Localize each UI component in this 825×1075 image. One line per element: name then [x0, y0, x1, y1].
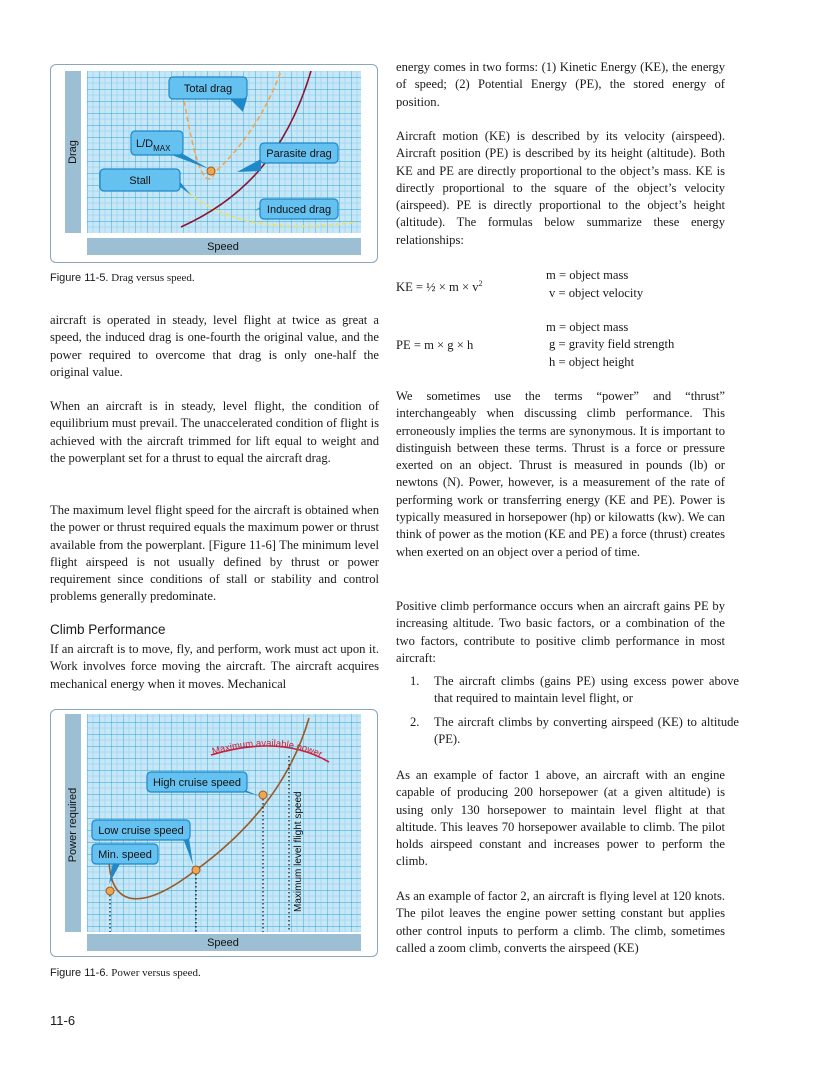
list-number: 1. [410, 674, 420, 688]
right-paragraph-6: As an example of factor 2, an aircraft is flying level at 120 knots. The pilot leaves the engine power setting constant but applies other control inputs to perform a climb. The climb, sometimes called a zoom climb, converts the airspeed (KE) [396, 889, 725, 955]
left-paragraph-1: aircraft is operated in steady, level flight at twice as great a speed, the induced drag is one-fourth the original value, and the power required to overcome that drag is only one-half the original value. [50, 313, 379, 379]
high-cruise-point [259, 791, 267, 799]
page-number: 11-6 [50, 1013, 76, 1028]
x-axis-label: Speed [207, 937, 239, 949]
label-min-speed: Min. speed [98, 849, 152, 861]
caption-text: Power versus speed. [111, 967, 201, 979]
low-cruise-point [192, 866, 200, 874]
left-paragraph-4: If an aircraft is to move, fly, and perform, work must act upon it. Work involves force moving the aircraft. The aircraft acquires mechanical energy when it moves. Mechanical [50, 642, 379, 691]
label-max-level-flight-speed: Maximum level flight speed [293, 791, 304, 912]
figure-caption-11-5 [50, 272, 195, 284]
label-stall: Stall [129, 175, 151, 187]
right-paragraph-5: As an example of factor 1 above, an aircraft with an engine capable of producing 200 horsepower (at a given altitude) is using only 130 horsepower to maintain level flight at that altitude. This leaves 70 horsepower available to climb. The pilot holds airspeed constant and increases power to perform the climb. [396, 768, 725, 869]
right-paragraph-3: We sometimes use the terms “power” and “thrust” interchangeably when discussing climb performance. This erroneously implies the terms are synonymous. It is important to distinguish between these terms. Thrust is a force or pressure exerted on an object. Thrust is measured in pounds (lb) or newtons (N). Power, however, is a measurement of the rate of performing work or transferring energy (KE and PE). Power is typically measured in horsepower (hp) or kilowatts (kw). We can think of power as the motion (KE and PE) a force (thrust) creates when exerted on an object over a period of time. [396, 389, 725, 559]
y-axis-label: Drag [67, 140, 79, 164]
right-paragraph-1: energy comes in two forms: (1) Kinetic Energy (KE), the energy of speed; (2) Potential Energy (PE), the stored energy of position. [396, 60, 725, 109]
ke-formula [396, 275, 483, 296]
right-paragraph-4: Positive climb performance occurs when an aircraft gains PE by increasing altitude. Two basic factors, or a combination of the two factors, contribute to positive climb performance in most aircraft: [396, 599, 725, 665]
section-heading: Climb Performance [50, 622, 166, 637]
min-speed-point [106, 887, 114, 895]
label-ld-max-sub: MAX [153, 144, 171, 153]
ld-max-point [207, 167, 215, 175]
figure-caption-11-6 [50, 967, 201, 979]
list-text: The aircraft climbs (gains PE) using excess power above that required to maintain level flight, or [434, 674, 739, 706]
ke-exponent: 2 [478, 279, 483, 288]
caption-text: Drag versus speed. [111, 272, 195, 284]
right-paragraph-2: Aircraft motion (KE) is described by its velocity (airspeed). Aircraft position (PE) is described by its height (altitude). Both KE and PE are directly proportional to the object’s mass. KE is directly proportional to the square of the object’s velocity (airspeed). PE is directly proportional to the object’s height (altitude). The formulas below summarize these energy relationships: [396, 129, 725, 247]
caption-label: Figure 11-6. [50, 967, 109, 979]
ke-def-mass: m = object mass [546, 268, 629, 282]
figure-power-vs-speed [50, 709, 378, 957]
figure-drag-vs-speed [50, 64, 378, 263]
pe-def-height: h = object height [549, 355, 635, 369]
label-low-cruise-speed: Low cruise speed [98, 825, 184, 837]
label-total-drag: Total drag [183, 83, 233, 95]
list-number: 2. [410, 715, 420, 729]
left-paragraph-3: The maximum level flight speed for the aircraft is obtained when the power or thrust required equals the maximum power or thrust available from the powerplant. [Figure 11-6] The minimum level flight airspeed is not usually defined by thrust or power requirement since conditions of stall or stability and control problems generally predominate. [50, 503, 379, 604]
list-item-1 [410, 673, 740, 709]
left-paragraph-2: When an aircraft is in steady, level flight, the condition of equilibrium must prevail. The unaccelerated condition of flight is achieved with the aircraft trimmed for lift equal to weight and the powerplant set for a thrust to equal the aircraft drag. [50, 399, 379, 465]
label-parasite-drag: Parasite drag [266, 148, 332, 160]
x-axis-label: Speed [207, 241, 239, 253]
caption-label: Figure 11-5. [50, 272, 109, 284]
label-induced-drag: Induced drag [266, 204, 332, 216]
label-max-available-power: Maximum available power [210, 737, 324, 761]
label-ld-max: L/D [136, 138, 154, 150]
pe-formula: PE = m × g × h [396, 338, 474, 352]
ke-formula-text: KE = ½ × m × v [396, 280, 479, 295]
y-axis-label: Power required [67, 787, 79, 863]
pe-def-gravity: g = gravity field strength [549, 337, 675, 351]
list-text: The aircraft climbs by converting airspeed (KE) to altitude (PE). [434, 715, 739, 747]
list-item-2 [410, 714, 740, 750]
ke-def-velocity: v = object velocity [549, 286, 644, 300]
pe-def-mass: m = object mass [546, 320, 629, 334]
label-high-cruise-speed: High cruise speed [152, 777, 242, 789]
